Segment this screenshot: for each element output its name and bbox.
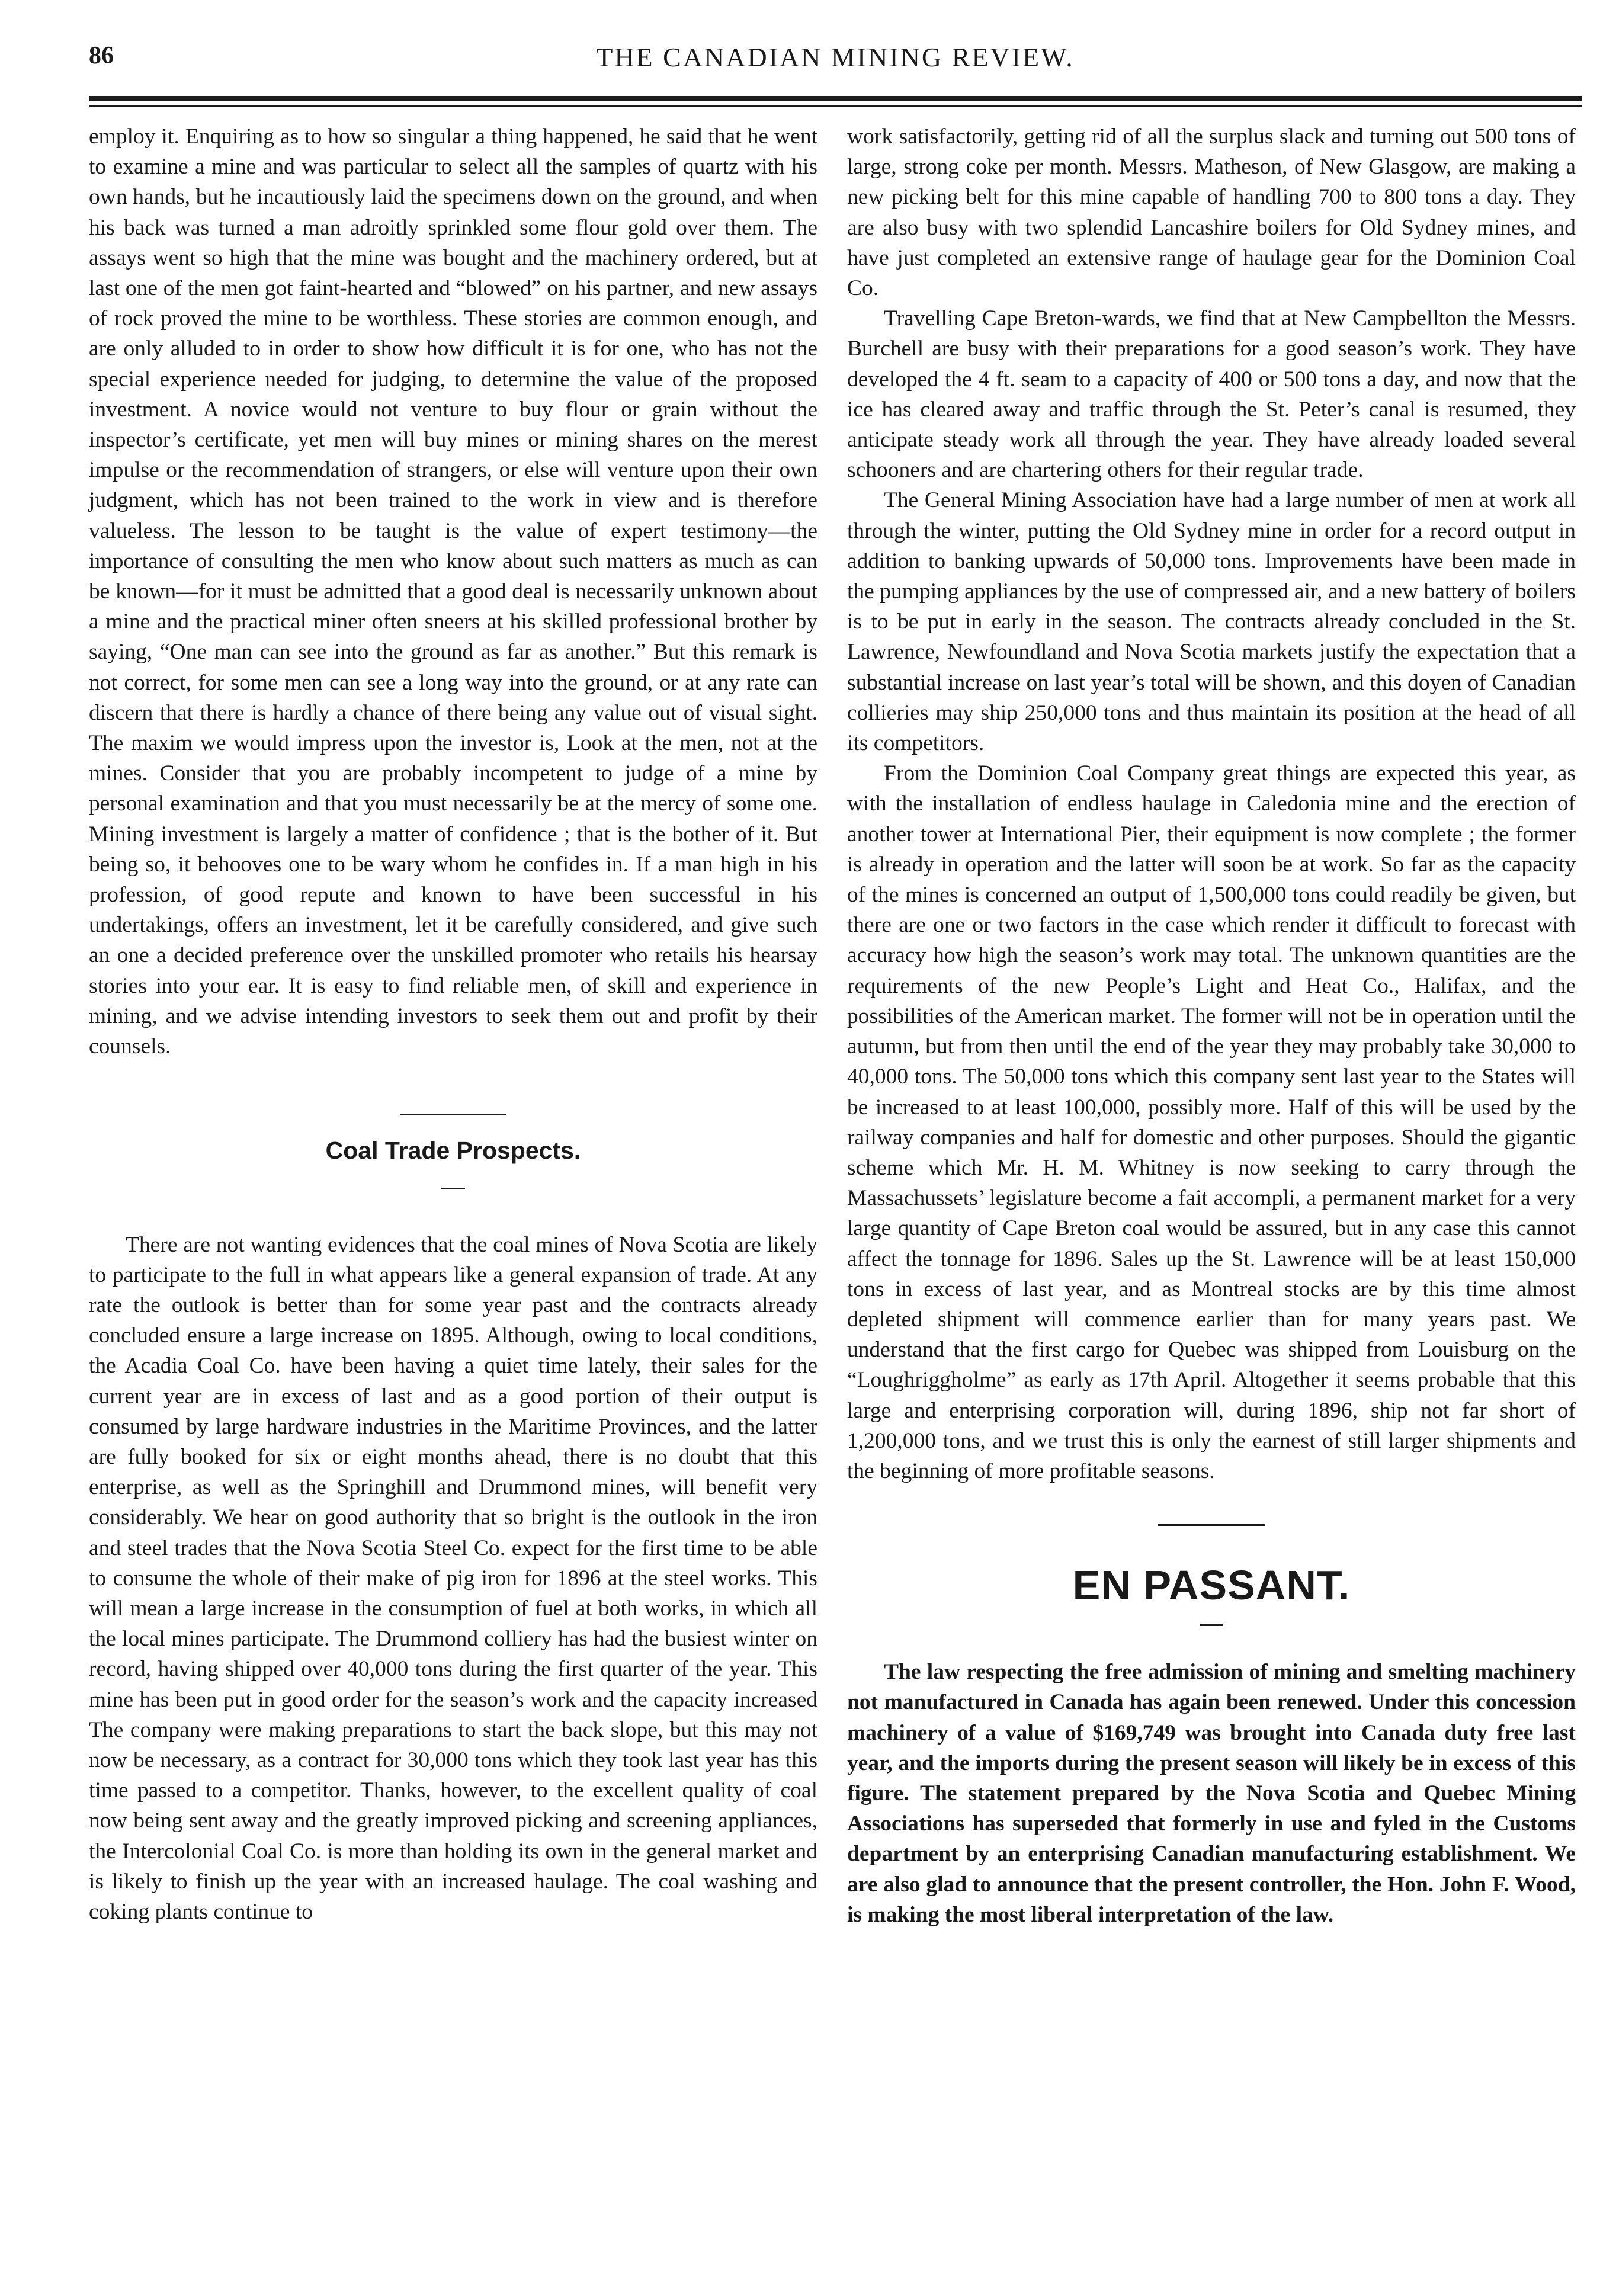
article-paragraph: employ it. Enquiring as to how so singular a thing happened, he said that he went to examine a mine and was particular to select all the samples of quartz with his own hands, but he incautiously laid the specimens down on the ground, and when his back was turned a man adroitly sprinkled some flour gold over them. The assays went so high that the mine was bought and the machinery ordered, but at last one of the men got faint-hearted and “blowed” on his partner, and new assays of rock proved the mine to be worthless. These stories are common enough, and are only alluded to in order to show how difficult it is for one, who has not the special experience needed for judging, to determine the value of the proposed investment. A novice would not venture to buy flour or grain without the inspector’s certificate, yet men will buy mines or mining shares on the merest impulse or the recommendation of strangers, or else will venture upon their own judgment, which has not been trained to the work in view and is therefore valueless. The lesson to be taught is the value of expert testimony—the importance of consulting the men who know about such matters as much as can be known—for it must be admitted that a good deal is necessarily unknown about a mine and the practical miner often sneers at his skilled professional brother by saying, “One man can see into the ground as far as another.” But this remark is not correct, for some men can see a long way into the ground, or at any rate can discern that there is hardly a chance of there being any value out of visual sight. The maxim we would impress upon the investor is, Look at the men, not at the mines. Consider that you are probably incompetent to judge of a mine by personal examination and that you must necessarily be at the mercy of some one. Mining investment is largely a matter of confidence ; that is the bother of it. But being so, it behooves one to be wary whom he confides in. If a man high in his profession, of good repute and known to have been successful in his undertakings, offers an investment, let it be carefully considered, and give such an one a decided preference over the unskilled promoter who retails his hearsay stories into your ear. It is easy to find reliable men, of skill and experience in mining, and we advise intending investors to seek them out and profit by their counsels. — [89, 124, 817, 1059]
page-number: 86 — [89, 42, 114, 69]
article-paragraph: The General Mining Association have had a large number of men at work all through the winter, putting the Old Sydney mine in order for a record output in addition to banking upwards of 50,000 tons. Improvements have been made in the pumping appliances by the use of compressed air, and a new battery of boilers is to be put in early in the season. The contracts already concluded in the St. Lawrence, Newfoundland and Nova Scotia markets justify the expectation that a substantial increase on last year’s total will be shown, and this doyen of Canadian collieries may ship 250,000 tons and thus maintain its position at the head of all its competitors. — [847, 488, 1576, 756]
en-passant-heading: EN PASSANT. — [1072, 1562, 1351, 1609]
page-header — [89, 41, 1582, 89]
article-paragraph: There are not wanting evidences that the coal mines of Nova Scotia are likely to participate to the full in what appears like a general expansion of trade. At any rate the outlook is better than for some year past and the contracts already concluded ensure a large increase on 1895. Although, owing to local conditions, the Acadia Coal Co. have been having a quiet time lately, their sales for the current year are in excess of last and as a good portion of their output is consumed by large hardware industries in the Maritime Provinces, and the latter are fully booked for six or eight months ahead, there is no doubt that this enterprise, as well as the Springhill and Drummond mines, will benefit very considerably. We hear on good authority that so bright is the outlook in the iron and steel trades that the Nova Scotia Steel Co. expect for the first time to be able to consume the whole of their make of pig iron for 1896 at the steel works. This will mean a large increase in the consumption of fuel at both works, in which all the local mines participate. The Drummond colliery has had the busiest winter on record, having shipped over 40,000 tons during the first quarter of the year. This mine has been put in good order for the season’s work and the capacity increased The company were making preparations to start the back slope, but this may not now be necessary, as a contract for 30,000 tons which they took last year has this time passed to a competitor. Thanks, however, to the excellent quality of coal now being sent away and the greatly improved picking and screening appliances, the Intercolonial Coal Co. is more than holding its own in the general market and is likely to finish up the year with an increased haulage. The coal washing and coking plants continue to — [89, 1232, 817, 1924]
article-paragraph: The law respecting the free admission of mining and smelting machinery not manufactured in Canada has again been renewed. Under this concession machinery of a value of $169,749 was brought into Canada duty free last year, and the imports during the present season will likely be in excess of this figure. The statement prepared by the Nova Scotia and Quebec Mining Associations has superseded that formerly in use and fyled in the Customs department by an enterprising Canadian manufacturing establishment. We are also glad to announce that the present controller, the Hon. John F. Wood, is making the most liberal interpretation of the law. — [847, 1660, 1576, 1927]
header-rule-thin — [89, 105, 1582, 107]
left-column — [89, 121, 817, 1927]
article-paragraph: work satisfactorily, getting rid of all the surplus slack and turning out 500 tons of large, strong coke per month. Messrs. Matheson, of New Glasgow, are making a new picking belt for this mine capable of handling 700 to 800 tons a day. They are also busy with two splendid Lancashire boilers for Old Sydney mines, and have just completed an extensive range of haulage gear for the Dominion Coal Co. — [847, 124, 1576, 301]
coal-trade-heading: Coal Trade Prospects. — [325, 1137, 581, 1165]
header-rule-thick — [89, 96, 1582, 101]
article-paragraph: Travelling Cape Breton-wards, we find that at New Campbellton the Messrs. Burchell are busy with their preparations for a good season’s work. They have developed the 4 ft. seam to a capacity of 400 or 500 tons a day, and now that the ice has cleared away and traffic through the St. Peter’s canal is resumed, they anticipate steady work all through the year. They have already loaded several schooners and are chartering others for their regular trade. — [847, 306, 1576, 483]
journal-title: THE CANADIAN MINING REVIEW. — [596, 42, 1075, 72]
right-column — [847, 121, 1576, 1930]
article-paragraph: From the Dominion Coal Company great things are expected this year, as with the installation of endless haulage in Caledonia mine and the erection of another tower at International Pier, their equipment is now complete ; the former is already in operation and the latter will soon be at work. So far as the capacity of the mines is concerned an output of 1,500,000 tons could readily be given, but there are one or two factors in the case which render it difficult to forecast with accuracy how high the season’s work may total. The unknown quantities are the requirements of the new People’s Light and Heat Co., Halifax, and the possibilities of the American market. The former will not be in operation until the autumn, but from then until the end of the year they may probably take 30,000 to 40,000 tons. The 50,000 tons which this company sent last year to the States will be increased to at least 100,000, possibly more. Half of this will be used by the railway companies and half for domestic and other purposes. Should the gigantic scheme which Mr. H. M. Whitney is now seeking to carry through the Massachussets’ legislature become a fait accompli, a permanent market for a very large quantity of Cape Breton coal would be assured, but in any case this cannot affect the tonnage for 1896. Sales up the St. Lawrence will be at least 150,000 tons in excess of last year, and as Montreal stocks are by this time almost depleted shipment will commence earlier than for many years past. We understand that the first cargo for Quebec was shipped from Louisburg on the “Loughriggholme” as early as 17th April. Altogether it seems probable that this large and enterprising corporation will, during 1896, ship not far short of 1,200,000 tons, and we trust this is only the earnest of still larger shipments and the beginning of more profitable seasons. — [847, 761, 1576, 1483]
